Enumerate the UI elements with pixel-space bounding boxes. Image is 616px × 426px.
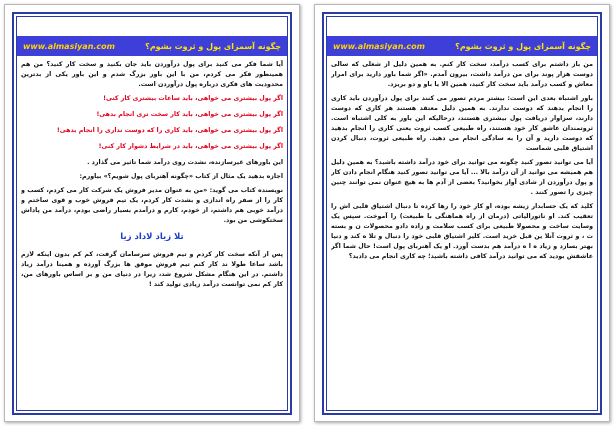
- page-content: [21, 60, 283, 405]
- paragraph: این باورهای غیرسازنده، نشدت روی درآمد شما تاثیر می گذارد .: [87, 159, 283, 166]
- paragraph: باور اشتباه بعدی این است: بیشتر مردم تصور می کنند برای پول درآوردن باید کاری را انجام بدهند که دوست ندارند. به همین دلیل معتقد هستند هر کاری که دوست دارند، سزاوار دریافت پول بیشتری هستند، درحالیکه این باور به کلی اشتباه است. ثروتمندان عاشق کار خود هستند، راه طبیعی کسب ثروت یعنی کاری را انجام بدهید که دوست دارید و آن را به سادگی انجام می دهید. راه طبیعی ثروت، دنبال کردن اشتیاق قلبی شماست: [331, 95, 593, 152]
- page-left: [4, 4, 300, 422]
- site-url: www.almasiyan.com: [333, 41, 425, 51]
- page-content: [331, 60, 593, 405]
- paragraph: کلید که یک حسابدار زیشه بوده، او کار خود را رها کرده تا دنبال اشتیاق قلبی اش را تعقیب کند. او ناتورالیاتی (درمان از راه هماهنگی با طبیعت) را آموخت. سپس یک وسایت ساخت و محصولا طبیعی برای کسب سلامت و زاده دادو محصولات ن و بسته ت ، و ثروت آنلا ین قبل خرید است. کلیر اشتیاق قلبی خود را دنبال و تلا ه کند و دنیا بهتر بسازد و زیاد ه ا ه درآمد هم بدست آورد. او یک آهنربای پول است! حال شما اگر عاشقش بودید که می توانید درآمد کافی داشته باشید؛ چه کاری انجام می دادید؟: [331, 203, 593, 260]
- paragraph: اجازه بدهید یک مثال از کتاب «چگونه آهنربای پول شویم؟» بیاورم:: [79, 173, 283, 180]
- belief-line: اگر پول بیشتری می خواهی، باید ساعات بیشتری کار کنی!: [103, 95, 283, 102]
- subheading: تلا زیاد لاداد زیا: [120, 232, 184, 242]
- page-title: چگونه آسمزای پول و ثروت بشوم؟: [145, 41, 281, 51]
- page-right: [314, 4, 610, 422]
- paragraph: آیا می توانید تصور کنید چگونه می توانید برای خود درآمد داشته باشید؟ به همین دلیل هم همیشه می توانید از آن درآمد بالا ... آیا می توانید تصور کنید هنگام انجام دادن کار و پول درآوردن از شادی آواز بخوانید؟ بعضی از آدم ها به هیچ عنوان نمی توانند چنین چیزی را تصور کنند .: [331, 159, 593, 196]
- paragraph: آیا شما فکر می کنید برای پول درآوردن باید جان بکنید و سخت کار کنید؟ من هم همینطور فکر می کردم، من با این باور بزرگ شدم و این باور یکی از بدترین محدودیت های فکری درباره پول درآوردن است.: [21, 61, 283, 88]
- belief-line: اگر پول بیشتری می خواهی، باید در شرایط دشوار کار کنی!: [98, 143, 283, 150]
- paragraph: پس از آنکه سخت کار کردم و تیم فروش سرسامان گرفت، کم کم بدون اینکه لازم باشد ساعا طولا ند کار کنم تیم فروش موفق ها بزرگ آورده و همینا درآمد زیاد داشتم. در این هنگام مشکل شروع شد، زیرا در دنیای من و بر اساس باورهای من، کار کم نمی توانست درآمد زیادی تولید کند !: [21, 251, 283, 288]
- paragraph: نویسنده کتاب می گوید: «من به عنوان مدیر فروش یک شرکت کار می کردم، کسب و کار را از صفر راه اندازی و بشدت کار کردم، یک تیم فروش خوب و قوی ساختم و درآمد خوبی هم داشتم، از خودم، کارم و درآمدم بسیار راضی بودم، درآمد من پاداش سختکوشی من بود.: [21, 187, 283, 224]
- page-title: چگونه آسمزای پول و ثروت بشوم؟: [455, 41, 591, 51]
- belief-line: اگر پول بیشتری می خواهی، باید کار سخت تری انجام بدهی!: [96, 111, 283, 118]
- belief-line: اگر پول بیشتری می خواهی، باید کاری را که دوست نداری را انجام بدهی!: [56, 127, 283, 134]
- page-header: [17, 36, 287, 56]
- page-header: [327, 36, 597, 56]
- site-url: www.almasiyan.com: [23, 41, 115, 51]
- paragraph: من باز داشتم برای کسب درآمد، سخت کار کنم. به همین دلیل از شغلی که سالی دوست هزار پوند برای من درآمد داشت، بیرون آمدم. «اگر شما باور دارید برای امرار معاش و کسب درآمد باید سخت کار کنید، همین الا یا باو و دو بریزد.: [331, 61, 593, 88]
